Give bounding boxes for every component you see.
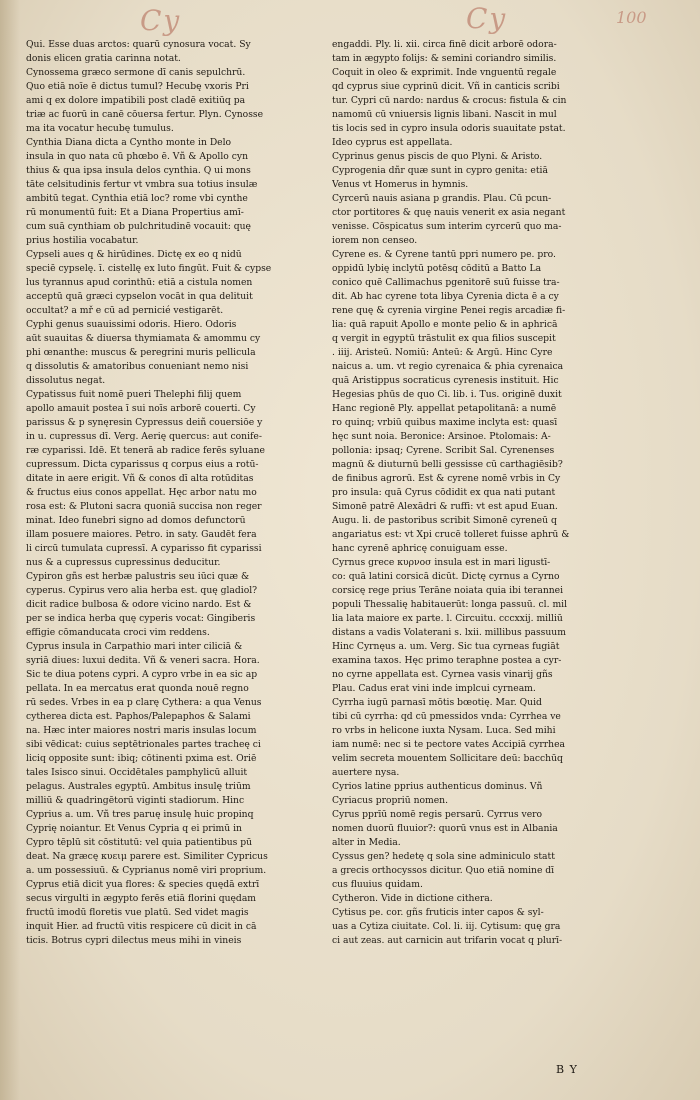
text-line: Cyprię noiantur. Et Venus Cypria q ei primū in (26, 823, 242, 834)
text-line: dit. Ab hac cyrene tota libya Cyrenia dicta ē a cy (332, 291, 559, 302)
text-line: cum suā cynthiam ob pulchritudinē vocauit: quę (26, 221, 251, 232)
text-line: conico quē Callimachus pgenitorē suū fuisse tra- (332, 277, 560, 288)
text-line: phi œnanthe: muscus & peregrini muris pellicula (26, 347, 256, 358)
text-line: rū sedes. Vrbes in ea p clarę Cythera: a qua Venus (26, 697, 262, 708)
text-line: thius & qua ipsa insula delos cynthia. Q ui mons (26, 165, 251, 176)
text-line: ro vrbs in helicone iuxta Nysam. Luca. Sed mihi (332, 725, 556, 736)
text-line: Cynossema græco sermone dī canis sepulchrū. (26, 67, 246, 78)
text-line: ctor portitores & quę nauis venerit ex asia negant (332, 207, 566, 218)
text-line: no cyrne appellata est. Cyrnea vasis vinarij gñs (332, 669, 553, 680)
text-line: & fructus eius conos appellat. Hęc arbor natu mo (26, 487, 257, 498)
text-line: liciq opposite sunt: ibiq; cōtinenti pxima est. Oriē (26, 753, 257, 764)
text-line: Cyrene es. & Cyrene tantū ppri numero pe. pro. (332, 249, 556, 260)
text-line: fructū imodū floretis vue platū. Sed videt magis (26, 907, 249, 918)
text-line: Hanc regionē Ply. appellat petapolitanā: a numē (332, 403, 557, 414)
text-line: pro insula: quā Cyrus cōdidit ex qua nati putant (332, 487, 556, 498)
text-line: minat. Ideo funebri signo ad domos defunctorū (26, 515, 246, 526)
text-line: Ideo cyprus est appellata. (332, 137, 453, 148)
text-line: effigie cōmanducata croci vim reddens. (26, 627, 210, 638)
text-line: co: quā latini corsicā dicūt. Dictę cyrnus a Cyrno (332, 571, 560, 582)
text-line: tāte celsitudinis fertur vt vmbra sua totius insulæ (26, 179, 258, 190)
text-line: iorem non censeo. (332, 235, 418, 246)
text-line: tibi cū cyrrha: qd cū pmessidos vnda: Cyrrhea ve (332, 711, 561, 722)
text-line: populi Thessalię habitauerūt: longa passuū. cl. mil (332, 599, 568, 610)
text-line: apollo amauit postea ī sui noīs arborē couerti. Cy (26, 403, 256, 414)
text-line: lia lata maiore ex parte. l. Circuitu. cccxxij. milliū (332, 613, 563, 624)
text-line: q vergit in egyptū trāstulit ex qua filios suscepit (332, 333, 556, 344)
text-line: Cyrnus grece κυρνοσ insula est in mari ligustī- (332, 557, 551, 568)
text-line: Coquit in oleo & exprimit. Inde vnguentū regale (332, 67, 557, 78)
running-head-right: Cy (466, 2, 508, 35)
text-line: li circū tumulata cupressī. A cyparisso fit cyparissi (26, 543, 262, 554)
text-line: uas a Cytiza ciuitate. Col. li. iij. Cytisum: quę gra (332, 921, 561, 932)
text-line: ræ cyparissi. Idē. Et tenerā ab radice ferēs syluane (26, 445, 265, 456)
text-line: per se indica herba quę cyperis vocat: Gingiberis (26, 613, 256, 624)
text-line: Hinc Cyrnęus a. um. Verg. Sic tua cyrneas fugiāt (332, 641, 560, 652)
text-line: Hegesias phūs de quo Ci. lib. i. Tus. originē duxit (332, 389, 562, 400)
text-line: nus & a cupressus cupressinus deducitur. (26, 557, 221, 568)
text-line: angariatus est: vt Xpi crucē tolleret fuisse aphrū & (332, 529, 570, 540)
text-line: magnū & diuturnū belli gessisse cū carthagiēsib? (332, 459, 563, 470)
text-line: Cypatissus fuit nomē pueri Thelephi filij quem (26, 389, 242, 400)
text-line: q dissolutis & amatoribus conueniant nemo nisi (26, 361, 249, 372)
text-line: velim secreta mouentem Sollicitare deū: bacchūq (332, 753, 563, 764)
text-line: auertere nysa. (332, 767, 400, 778)
text-line: inquit Hier. ad fructū vitis respicere cū dicit in cā (26, 921, 257, 932)
text-line: namomū cū vniuersis lignis libani. Nascit in mul (332, 109, 557, 120)
text-line: ditate in aere erigit. Vñ & conos dī alta rotūditas (26, 473, 254, 484)
text-line: Cytheron. Vide in dictione cithera. (332, 893, 493, 904)
text-line: Cyprogenia dñr quæ sunt in cypro genita: etiā (332, 165, 548, 176)
text-line: hęc sunt noia. Beronice: Arsinoe. Ptolomais: A- (332, 431, 551, 442)
text-line: cupressum. Dicta cyparissus q corpus eius a rotū- (26, 459, 259, 470)
text-line: Cyprius a. um. Vñ tres paruę insulę huic propinq (26, 809, 254, 820)
text-line: quā Aristippus socraticus cyrenesis instituit. Hic (332, 375, 559, 386)
text-line: Quo etiā noīe ē dictus tumul? Hecubę vxoris Pri (26, 81, 249, 92)
text-line: Simonē patrē Alexādri & ruffi: vt est apud Euan. (332, 501, 558, 512)
text-line: corsicę rege prius Terāne noiata quia ibi terannei (332, 585, 564, 596)
text-line: lus tyrannus apud corinthū: etiā a cistula nomen (26, 277, 253, 288)
text-line: Qui. Esse duas arctos: quarū cynosura vocat. Sy (26, 39, 251, 50)
text-line: Cyriacus propriū nomen. (332, 795, 449, 806)
text-line: aūt suauitas & diuersa thymiamata & amommu cy (26, 333, 261, 344)
text-line: dissolutus negat. (26, 375, 106, 386)
text-line: ami q ex dolore impatibili post cladē exitiūq pa (26, 95, 246, 106)
text-line: in u. cupressus dī. Verg. Aerię quercus: aut conife- (26, 431, 262, 442)
text-line: oppidū lybię inclytū potēsq cōditū a Batto La (332, 263, 542, 274)
text-line: examina taxos. Hęc primo teraphne postea a cyr- (332, 655, 562, 666)
text-line: Plau. Cadus erat vini inde implcui cyrneam. (332, 683, 536, 694)
text-line: Cypseli aues q & hirūdines. Dictę ex eo q nidū (26, 249, 242, 260)
text-line: ma ita vocatur hecubę tumulus. (26, 123, 174, 134)
text-line: Cynthia Diana dicta a Cyntho monte in Delo (26, 137, 232, 148)
text-line: secus virgulti in ægypto ferēs etiā florini quędam (26, 893, 257, 904)
text-line: ambitū tegat. Cynthia etiā loc? rome vbi cynthe (26, 193, 248, 204)
text-line: Cyrcerū nauis asiana p grandis. Plau. Cū pcun- (332, 193, 552, 204)
text-line: Cyssus gen? hedetę q sola sine adminiculo statt (332, 851, 555, 862)
text-line: Cyprinus genus piscis de quo Plyni. & Aristo. (332, 151, 543, 162)
text-line: occultat? a mř e cū ad pernicié vestigarēt. (26, 305, 224, 316)
text-line: Augu. li. de pastoribus scribit Simonē cyreneū q (332, 515, 557, 526)
text-line: milliū & quadringētorū viginti stadiorum. Hinc (26, 795, 245, 806)
text-line: donis elicen gratia carinna notat. (26, 53, 181, 64)
text-line: qd cyprus siue cyprinū dicit. Vñ in canticis scribi (332, 81, 560, 92)
text-line: alter in Media. (332, 837, 401, 848)
text-line: . iiij. Aristeū. Nomiū: Anteū: & Argū. Hinc Cyre (332, 347, 553, 358)
binding-shadow (0, 0, 20, 1100)
running-head-left: Cy (140, 4, 182, 37)
text-line: pellata. In ea mercatus erat quonda nouē regno (26, 683, 249, 694)
text-line: cyperus. Cypirus vero alia herba est. quę gladiol? (26, 585, 258, 596)
text-line: na. Hæc inter maiores nostri maris insulas locum (26, 725, 257, 736)
text-line: insula in quo nata cū phœbo ē. Vñ & Apollo cyn (26, 151, 249, 162)
text-line: illam posuere maiores. Petro. in saty. Gaudēt fera (26, 529, 257, 540)
text-line: venisse. Cōspicatus sum interim cyrcerū quo ma- (332, 221, 562, 232)
text-column-right (332, 38, 614, 948)
text-line: parissus & p synęresin Cypressus deiñ couersiōe y (26, 417, 263, 428)
text-line: ticis. Botrus cypri dilectus meus mihi in vineis (26, 935, 242, 946)
text-line: nomen duorū fluuior?: quorū vnus est in Albania (332, 823, 558, 834)
text-line: dicit radice bulbosa & odore vicino nardo. Est & (26, 599, 252, 610)
text-line: tam in ægypto folijs: & semini coriandro similis. (332, 53, 557, 64)
text-line: ro quinq; vrbiū quibus maxime inclyta est: quasī (332, 417, 558, 428)
text-line: tur. Cypri cū nardo: nardus & crocus: fistula & cin (332, 95, 567, 106)
text-line: tales Isisco sinui. Occidētales pamphylicū alluit (26, 767, 248, 778)
text-line: iam numē: nec si te pectore vates Accipiā cyrrhea (332, 739, 565, 750)
text-line: Cyphi genus suauissimi odoris. Hiero. Odoris (26, 319, 237, 330)
text-line: Cyrrha iugū parnasī mōtis bœotię. Mar. Quid (332, 697, 542, 708)
text-line: tis locis sed in cypro insula odoris suauitate pstat. (332, 123, 566, 134)
text-line: cus fluuius quidam. (332, 879, 423, 890)
text-line: engaddi. Ply. li. xii. circa finē dicit arborē odora- (332, 39, 557, 50)
text-line: prius hostilia vocabatur. (26, 235, 139, 246)
text-line: Cyprus insula in Carpathio mari inter ciliciā & (26, 641, 243, 652)
text-line: Cyprus etiā dicit yua flores: & species quędā extrī (26, 879, 260, 890)
text-line: a. um possessiuū. & Cyprianus nomē viri proprium. (26, 865, 267, 876)
text-line: rene quę & cyrenia virgine Penei regis arcadiæ fi- (332, 305, 566, 316)
text-line: de finibus agrorū. Est & cyrene nomē vrbis in Cy (332, 473, 561, 484)
text-line: acceptū quā græci cypselon vocāt in qua delituit (26, 291, 253, 302)
signature-mark: B Y (556, 1063, 578, 1076)
text-line: Cytisus pe. cor. gñs fruticis inter capos & syl- (332, 907, 544, 918)
text-line: hanc cyrenē aphricę conuiguam esse. (332, 543, 508, 554)
text-line: syriā diues: luxui dedita. Vñ & veneri sacra. Hora. (26, 655, 260, 666)
text-line: ci aut zeas. aut carnicin aut trifarin vocat q plurī- (332, 935, 563, 946)
text-line: rū monumentū fuit: Et a Diana Propertius amī- (26, 207, 244, 218)
text-line: pelagus. Australes egyptū. Ambitus insulę triūm (26, 781, 251, 792)
text-line: deat. Na græcę κυειμ parere est. Similiter Cypricus (26, 851, 268, 862)
text-line: Sic te diua potens cypri. A cypro vrbe in ea sic ap (26, 669, 258, 680)
text-line: distans a vadis Volaterani s. lxii. millibus passuum (332, 627, 566, 638)
text-line: Cypro tēplū sit cōstitutū: vel quia patientibus pū (26, 837, 253, 848)
text-line: cytherea dicta est. Paphos/Palepaphos & Salami (26, 711, 251, 722)
text-line: speciē cypselę. ī. cistellę ex luto fingūt. Fuit & cypse (26, 263, 272, 274)
text-line: Venus vt Homerus in hymnis. (332, 179, 469, 190)
text-line: sibi vēdicat: cuius septētrionales partes tracheę ci (26, 739, 261, 750)
text-line: pollonia: ipsaq; Cyrene. Scribit Sal. Cyrenenses (332, 445, 555, 456)
text-line: naicus a. um. vt regio cyrenaica & phia cyrenaica (332, 361, 564, 372)
text-line: rosa est: & Plutoni sacra quoniā succisa non reger (26, 501, 262, 512)
text-line: Cypiron gñs est herbæ palustris seu iūci quæ & (26, 571, 250, 582)
text-column-left (26, 38, 308, 948)
text-line: a grecis orthocyssos dicitur. Quo etiā nomine dī (332, 865, 555, 876)
text-line: triæ ac fuorū in canē cōuersa fertur. Plyn. Cynosse (26, 109, 264, 120)
text-line: lia: quā rapuit Apollo e monte pelio & in aphricā (332, 319, 558, 330)
text-line: Cyrios latine pprius authenticus dominus. Vñ (332, 781, 543, 792)
text-line: Cyrus pprīū nomē regis persarū. Cyrrus vero (332, 809, 543, 820)
folio-number: 100 (616, 8, 647, 27)
